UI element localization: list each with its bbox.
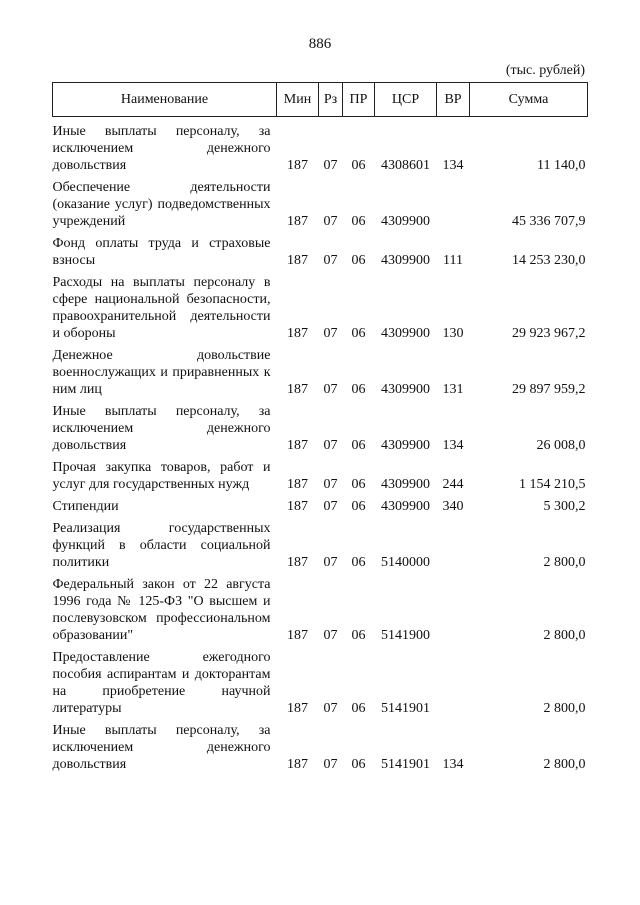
row-csr: 4309900 bbox=[381, 499, 430, 514]
row-sum: 29 923 967,2 bbox=[512, 326, 586, 341]
header-pr: ПР bbox=[343, 83, 375, 117]
row-vr: 244 bbox=[442, 477, 464, 492]
row-min: 187 bbox=[287, 628, 308, 643]
budget-table bbox=[52, 82, 588, 773]
row-rz: 07 bbox=[323, 158, 338, 173]
row-name: Фонд оплаты труда и страховые взносы bbox=[52, 236, 271, 268]
row-min: 187 bbox=[287, 757, 308, 772]
table-row bbox=[53, 571, 588, 644]
row-min: 187 bbox=[287, 158, 308, 173]
row-sum: 14 253 230,0 bbox=[512, 253, 586, 268]
row-vr bbox=[437, 515, 470, 571]
row-pr: 06 bbox=[351, 214, 366, 229]
table-row bbox=[53, 269, 588, 342]
row-rz: 07 bbox=[323, 628, 338, 643]
row-vr bbox=[437, 174, 470, 230]
row-rz: 07 bbox=[323, 499, 338, 514]
row-vr bbox=[437, 644, 470, 717]
units-label: (тыс. рублей) bbox=[505, 63, 585, 78]
header-rz: Рз bbox=[319, 83, 343, 117]
row-name: Реализация государственных функций в области социальной политики bbox=[52, 521, 271, 570]
row-name: Денежное довольствие военнослужащих и приравненных к ним лиц bbox=[52, 348, 271, 397]
row-csr: 4309900 bbox=[381, 214, 430, 229]
row-pr: 06 bbox=[351, 326, 366, 341]
row-sum: 2 800,0 bbox=[543, 555, 586, 570]
row-rz: 07 bbox=[323, 326, 338, 341]
row-min: 187 bbox=[287, 555, 308, 570]
row-vr: 340 bbox=[442, 499, 464, 514]
row-name: Иные выплаты персоналу, за исключением денежного довольствия bbox=[52, 723, 271, 772]
row-pr: 06 bbox=[351, 382, 366, 397]
row-min: 187 bbox=[287, 214, 308, 229]
row-rz: 07 bbox=[323, 382, 338, 397]
row-csr: 4309900 bbox=[381, 477, 430, 492]
table-row bbox=[53, 117, 588, 175]
row-vr: 134 bbox=[442, 158, 464, 173]
header-vr: ВР bbox=[437, 83, 470, 117]
row-rz: 07 bbox=[323, 555, 338, 570]
row-min: 187 bbox=[287, 253, 308, 268]
row-csr: 4309900 bbox=[381, 382, 430, 397]
table-row bbox=[53, 398, 588, 454]
row-rz: 07 bbox=[323, 477, 338, 492]
table-row bbox=[53, 515, 588, 571]
table-row bbox=[53, 174, 588, 230]
row-vr: 131 bbox=[442, 382, 464, 397]
row-rz: 07 bbox=[323, 757, 338, 772]
row-rz: 07 bbox=[323, 214, 338, 229]
row-sum: 2 800,0 bbox=[543, 701, 586, 716]
row-min: 187 bbox=[287, 326, 308, 341]
row-vr: 130 bbox=[442, 326, 464, 341]
table-row bbox=[53, 342, 588, 398]
table-row bbox=[53, 493, 588, 515]
row-csr: 4309900 bbox=[381, 438, 430, 453]
row-sum: 2 800,0 bbox=[543, 757, 586, 772]
row-pr: 06 bbox=[351, 499, 366, 514]
row-min: 187 bbox=[287, 701, 308, 716]
row-name: Расходы на выплаты персоналу в сфере национальной безопасности, правоохранительной деятельности и обороны bbox=[52, 275, 271, 341]
table-header-row bbox=[53, 83, 588, 117]
row-sum: 11 140,0 bbox=[537, 158, 586, 173]
header-name: Наименование bbox=[53, 83, 277, 117]
header-csr: ЦСР bbox=[375, 83, 437, 117]
row-csr: 4308601 bbox=[381, 158, 430, 173]
row-sum: 26 008,0 bbox=[536, 438, 586, 453]
row-rz: 07 bbox=[323, 253, 338, 268]
row-csr: 5141900 bbox=[381, 628, 430, 643]
row-min: 187 bbox=[287, 499, 308, 514]
row-pr: 06 bbox=[351, 158, 366, 173]
row-sum: 1 154 210,5 bbox=[519, 477, 586, 492]
row-sum: 2 800,0 bbox=[543, 628, 586, 643]
row-sum: 5 300,2 bbox=[543, 499, 586, 514]
row-name: Федеральный закон от 22 августа 1996 года № 125-ФЗ "О высшем и послевузовском профессиональном образовании" bbox=[52, 577, 271, 643]
row-pr: 06 bbox=[351, 477, 366, 492]
row-vr: 134 bbox=[442, 438, 464, 453]
table-row bbox=[53, 717, 588, 773]
row-csr: 4309900 bbox=[381, 326, 430, 341]
row-name: Иные выплаты персоналу, за исключением денежного довольствия bbox=[52, 124, 271, 173]
row-pr: 06 bbox=[351, 757, 366, 772]
row-csr: 5140000 bbox=[381, 555, 430, 570]
row-pr: 06 bbox=[351, 555, 366, 570]
row-vr: 111 bbox=[443, 253, 463, 268]
row-csr: 5141901 bbox=[381, 757, 430, 772]
table-row bbox=[53, 644, 588, 717]
header-sum: Сумма bbox=[470, 83, 588, 117]
row-pr: 06 bbox=[351, 628, 366, 643]
row-min: 187 bbox=[287, 477, 308, 492]
row-rz: 07 bbox=[323, 701, 338, 716]
row-min: 187 bbox=[287, 438, 308, 453]
page-number: 886 bbox=[308, 36, 332, 52]
row-rz: 07 bbox=[323, 438, 338, 453]
table-row bbox=[53, 454, 588, 493]
row-sum: 45 336 707,9 bbox=[512, 214, 586, 229]
row-name: Стипендии bbox=[52, 499, 119, 514]
row-name: Прочая закупка товаров, работ и услуг для государственных нужд bbox=[52, 460, 271, 492]
row-pr: 06 bbox=[351, 253, 366, 268]
row-vr: 134 bbox=[442, 757, 464, 772]
row-csr: 4309900 bbox=[381, 253, 430, 268]
header-min: Мин bbox=[277, 83, 319, 117]
table-row bbox=[53, 230, 588, 269]
row-min: 187 bbox=[287, 382, 308, 397]
row-vr bbox=[437, 571, 470, 644]
row-pr: 06 bbox=[351, 701, 366, 716]
row-sum: 29 897 959,2 bbox=[512, 382, 586, 397]
row-name: Предоставление ежегодного пособия аспирантам и докторантам на приобретение научной литературы bbox=[52, 650, 271, 716]
row-name: Обеспечение деятельности (оказание услуг) подведомственных учреждений bbox=[52, 180, 271, 229]
row-pr: 06 bbox=[351, 438, 366, 453]
row-name: Иные выплаты персоналу, за исключением денежного довольствия bbox=[52, 404, 271, 453]
row-csr: 5141901 bbox=[381, 701, 430, 716]
